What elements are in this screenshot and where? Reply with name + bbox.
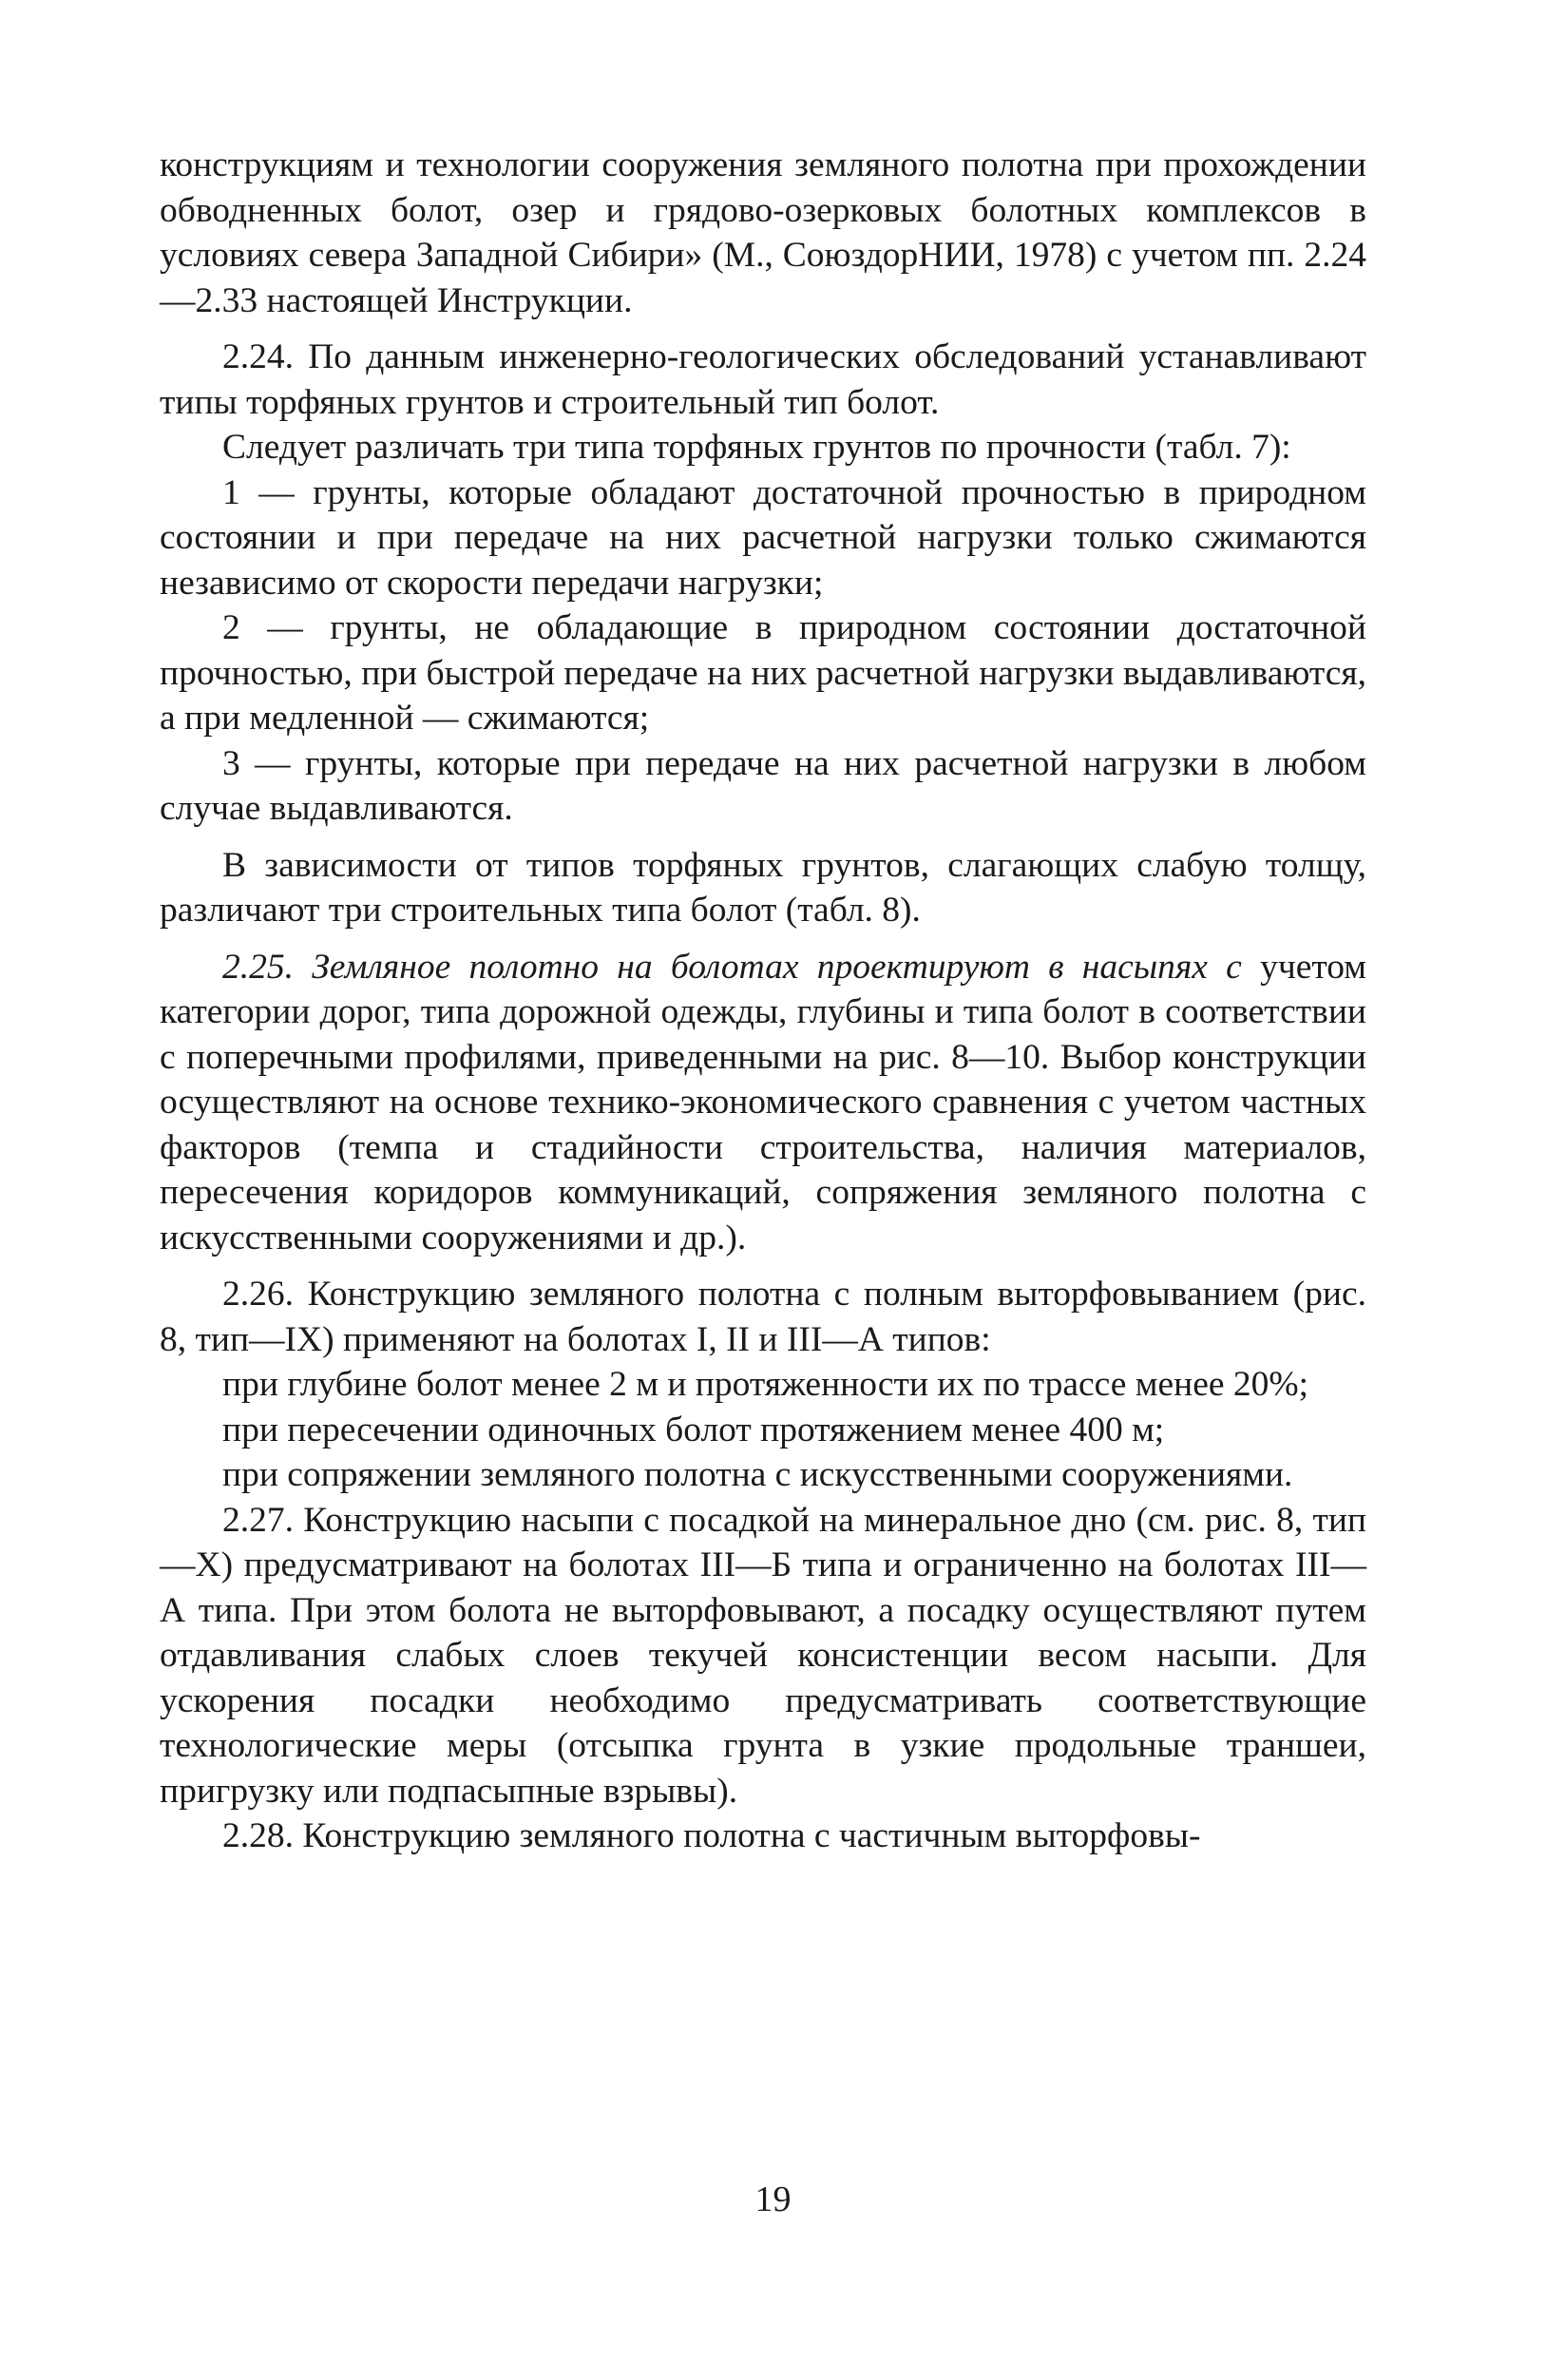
paragraph-swamp-types	[160, 843, 1366, 933]
paragraph-text: 2 — грунты, не обладающие в природном состоянии достаточной прочностью, при быстрой передаче на них расчетной нагрузки выдавливаются, а при медленной — сжимаются;	[160, 608, 1366, 738]
paragraph-text: учетом категории дорог, типа дорожной одежды, глубины и типа болот в соответствии с поперечными профилями, приведенными на рис. 8—10. Выбор конструкции осуществляют на основе технико-экономического сравнения с учетом частных факторов (темпа и стадийности строительства, наличия материалов, пересечения коридоров коммуникаций, сопряжения земляного полотна с искусственными сооружениями и др.).	[160, 947, 1366, 1257]
paragraph-text: 2.26. Конструкцию земляного полотна с полным выторфовыванием (рис. 8, тип—IX) применяют на болотах I, II и III—А типов:	[160, 1275, 1366, 1359]
paragraph-text: при пересечении одиночных болот протяжением менее 400 м;	[222, 1410, 1165, 1449]
paragraph-italic-lead: 2.25. Земляное полотно на болотах проектируют в насыпях с	[222, 947, 1242, 987]
page-number: 19	[754, 2179, 792, 2219]
paragraph-text: 3 — грунты, которые при передаче на них расчетной нагрузки в любом случае выдавливаются.	[160, 743, 1366, 828]
paragraph-2-24	[160, 335, 1366, 425]
list-item-peat-type-2	[160, 605, 1366, 741]
paragraph-text: конструкциям и технологии сооружения земляного полотна при прохождении обводненных болот, озер и грядово-озерковых болотных комплексов в условиях севера Западной Сибири» (М., СоюздорНИИ, 1978) с учетом пп. 2.24—2.33 настоящей Инструкции.	[160, 145, 1366, 320]
paragraph-text: при сопряжении земляного полотна с искусственными сооружениями.	[222, 1455, 1293, 1494]
list-item-depth-condition	[160, 1362, 1366, 1408]
list-item-peat-type-1	[160, 470, 1366, 606]
paragraph-peat-types-intro	[160, 425, 1366, 470]
paragraph-2-25	[160, 945, 1366, 1261]
list-item-single-swamp-condition	[160, 1408, 1366, 1453]
list-item-peat-type-3	[160, 741, 1366, 832]
paragraph-text: 2.28. Конструкцию земляного полотна с частичным выторфовы-	[222, 1816, 1201, 1855]
paragraph-text: при глубине болот менее 2 м и протяженности их по трассе менее 20%;	[222, 1365, 1309, 1404]
document-page	[160, 143, 1366, 1859]
paragraph-text: 2.24. По данным инженерно-геологических обследований устанавливают типы торфяных грунтов и строительный тип болот.	[160, 337, 1366, 422]
paragraph-text: 1 — грунты, которые обладают достаточной прочностью в природном состоянии и при передаче на них расчетной нагрузки только сжимаются независимо от скорости передачи нагрузки;	[160, 472, 1366, 603]
paragraph-2-27	[160, 1498, 1366, 1814]
paragraph-continuation	[160, 143, 1366, 323]
paragraph-2-28	[160, 1814, 1366, 1859]
paragraph-2-26	[160, 1272, 1366, 1362]
paragraph-text: В зависимости от типов торфяных грунтов, слагающих слабую толщу, различают три строительных типа болот (табл. 8).	[160, 845, 1366, 930]
paragraph-text: Следует различать три типа торфяных грунтов по прочности (табл. 7):	[222, 428, 1291, 467]
paragraph-text: 2.27. Конструкцию насыпи с посадкой на минеральное дно (см. рис. 8, тип—X) предусматривают на болотах III—Б типа и ограниченно на болотах III—А типа. При этом болота не выторфовывают, а посадку осуществляют путем отдавливания слабых слоев текучей консистенции весом насыпи. Для ускорения посадки необходимо предусматривать соответствующие технологические меры (отсыпка грунта в узкие продольные траншеи, пригрузку или подпасыпные взрывы).	[160, 1500, 1366, 1811]
list-item-structure-condition	[160, 1452, 1366, 1498]
